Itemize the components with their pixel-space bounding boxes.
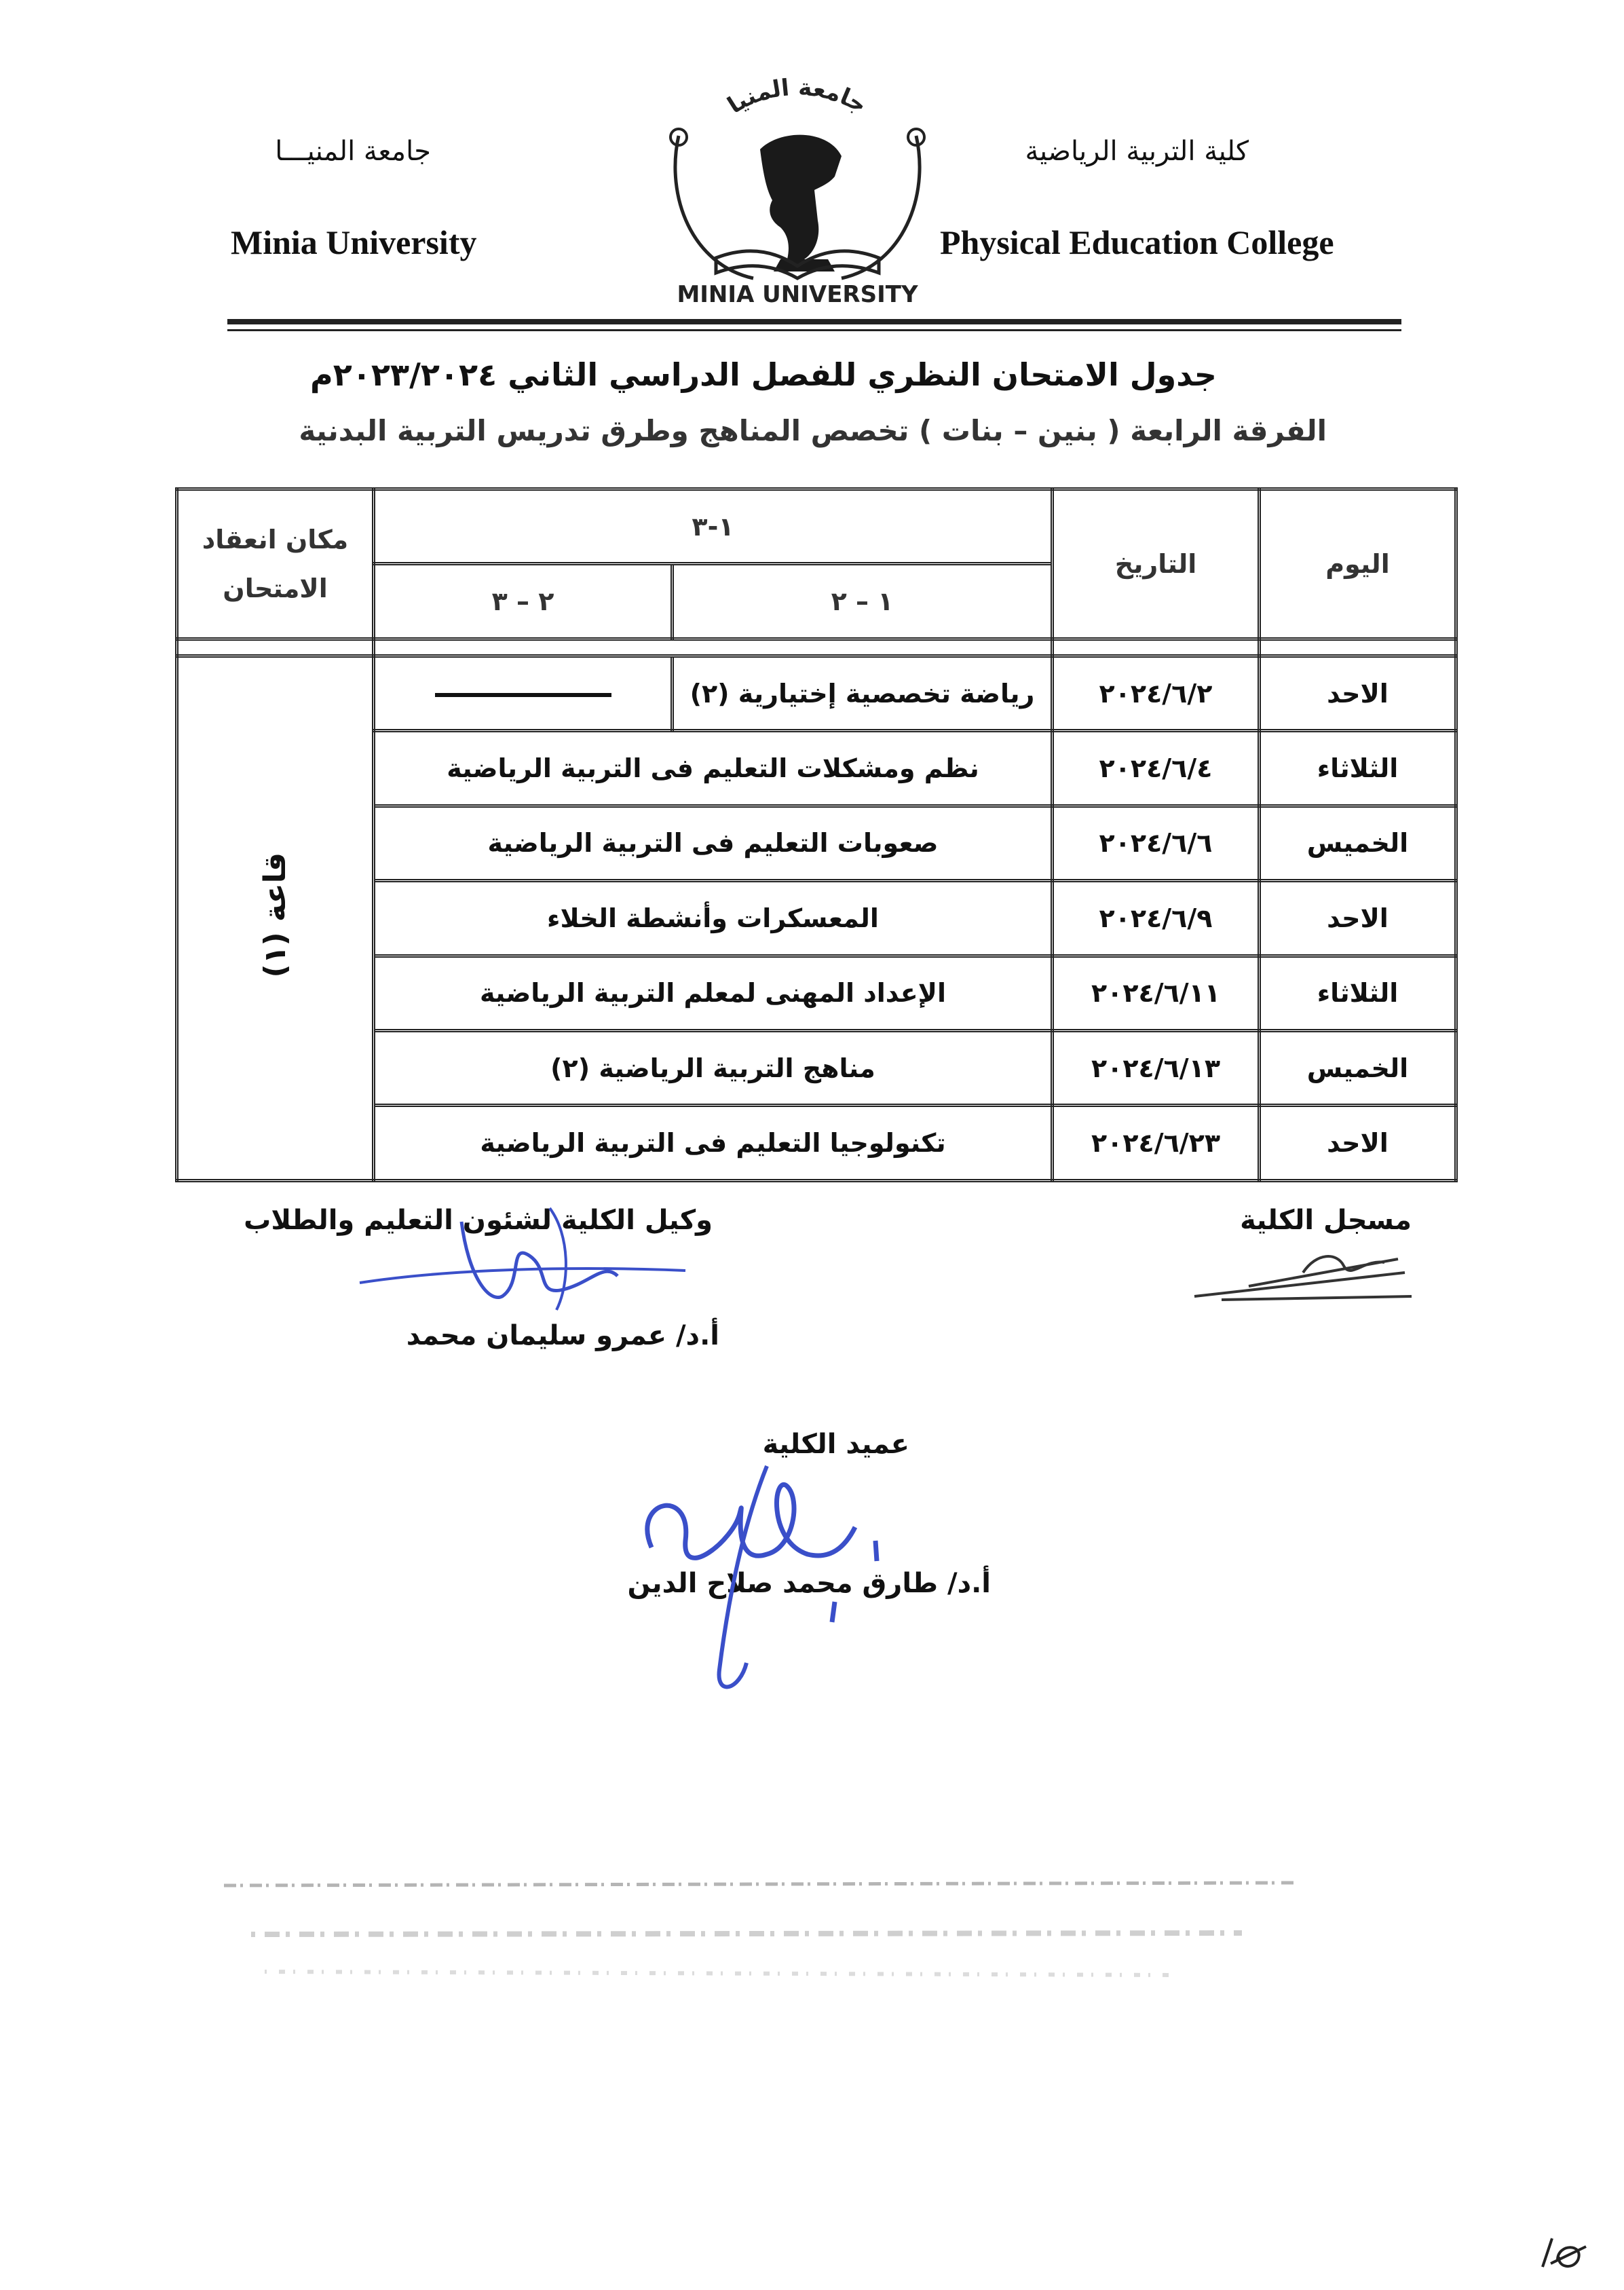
header-day: اليوم (1260, 489, 1456, 639)
row-subject: المعسكرات وأنشطة الخلاء (374, 881, 1053, 956)
empty-slot-line (435, 693, 611, 697)
registrar-label: مسجل الكلية (1240, 1205, 1412, 1236)
header-group: ١-٣ (374, 489, 1053, 564)
table-row (177, 656, 1456, 730)
university-logo (652, 75, 943, 309)
registrar-signature (1181, 1232, 1425, 1313)
college-name-ar: كلية التربية الرياضية (1025, 136, 1249, 167)
logo-top-text: جامعة المنيا (723, 75, 872, 119)
dean-signature (631, 1446, 970, 1704)
row-date: ٢٠٢٤/٦/٩ (1053, 881, 1260, 956)
row-date: ٢٠٢٤/٦/٢٣ (1053, 1106, 1260, 1181)
header-rule-thin (227, 329, 1401, 331)
table-gap (1053, 639, 1260, 656)
scan-artifact (224, 1873, 1296, 1989)
page-mark (1537, 2233, 1591, 2274)
row-date: ٢٠٢٤/٦/١١ (1053, 956, 1260, 1030)
table-gap (1260, 639, 1456, 656)
row-subject-empty (374, 656, 673, 730)
page-subtitle: الفرقة الرابعة ( بنين – بنات ) تخصص المناهج وطرق تدريس التربية البدنية (299, 414, 1327, 447)
venue-cell (177, 656, 374, 1180)
venue-value: قاعة (١) (258, 852, 292, 978)
vice-dean-name: أ.د/ عمرو سليمان محمد (406, 1320, 719, 1351)
row-day: الثلاثاء (1260, 956, 1456, 1030)
header-venue: مكان انعقاد الامتحان (177, 489, 374, 639)
row-subject: الإعداد المهنى لمعلم التربية الرياضية (374, 956, 1053, 1030)
table-gap (177, 639, 374, 656)
vice-dean-label: وكيل الكلية لشئون التعليم والطلاب (244, 1205, 713, 1236)
row-date: ٢٠٢٤/٦/١٣ (1053, 1031, 1260, 1106)
header-rule-thick (227, 319, 1401, 324)
row-date: ٢٠٢٤/٦/٤ (1053, 731, 1260, 806)
header-sub-group-2: ٢ – ٣ (374, 564, 673, 639)
row-day: الاحد (1260, 1106, 1456, 1181)
row-subject: نظم ومشكلات التعليم فى التربية الرياضية (374, 731, 1053, 806)
logo-bottom-text: MINIA UNIVERSITY (677, 281, 918, 308)
row-day: الخميس (1260, 1031, 1456, 1106)
exam-schedule-table (175, 487, 1458, 1182)
vice-dean-signature (346, 1195, 699, 1317)
row-date: ٢٠٢٤/٦/٢ (1053, 656, 1260, 730)
table-gap (374, 639, 1053, 656)
dean-label: عميد الكلية (762, 1429, 909, 1460)
row-day: الاحد (1260, 881, 1456, 956)
dean-name: أ.د/ طارق محمد صلاح الدين (627, 1568, 991, 1599)
college-name-en: Physical Education College (940, 223, 1334, 261)
page-title: جدول الامتحان النظري للفصل الدراسي الثاني ٢٠٢٣/٢٠٢٤م (310, 356, 1217, 393)
row-subject: صعوبات التعليم فى التربية الرياضية (374, 806, 1053, 880)
row-day: الاحد (1260, 656, 1456, 730)
university-name-ar: جامعة المنيـــا (275, 136, 431, 167)
row-subject: رياضة تخصصية إختيارية (٢) (673, 656, 1053, 730)
university-name-en: Minia University (231, 223, 477, 261)
row-day: الخميس (1260, 806, 1456, 880)
header-date: التاريخ (1053, 489, 1260, 639)
row-subject: تكنولوجيا التعليم فى التربية الرياضية (374, 1106, 1053, 1181)
row-date: ٢٠٢٤/٦/٦ (1053, 806, 1260, 880)
row-subject: مناهج التربية الرياضية (٢) (374, 1031, 1053, 1106)
row-day: الثلاثاء (1260, 731, 1456, 806)
header-sub-group-1: ١ – ٢ (673, 564, 1053, 639)
